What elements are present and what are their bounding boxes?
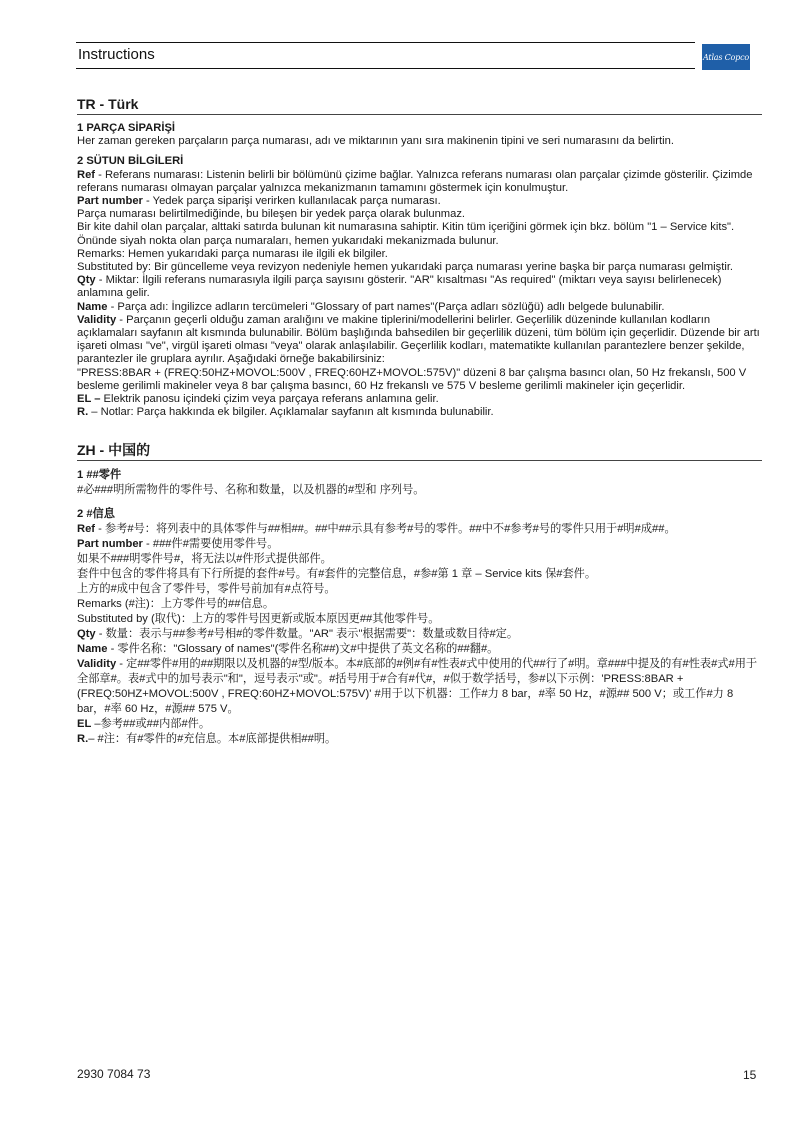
zh-parts-ordering-text: #必###明所需物件的零件号、名称和数量，以及机器的#型和 序列号。 xyxy=(77,484,425,497)
tr-qty-label: Qty xyxy=(77,274,96,287)
zh-column-info-title: 2 #信息 xyxy=(77,508,115,521)
tr-qty-text: - Miktar: İlgili referans numarasıyla ilgili parça sayısını gösterir. "AR" kısaltması "As required" (miktarı veya sayısı belirlenecek) anlamına gelir. xyxy=(77,274,722,300)
tr-part-number-label: Part number xyxy=(77,195,143,208)
tr-ref-text: - Referans numarası: Listenin belirli bir bölümünü çizime bağlar. Yalnızca referans numarası olan parçalar çizimde gösterilir. Çizimde referans numarası olmayan parçalar yalnızca mekanizmanın tamamını göstermek için konulmuştur. xyxy=(77,168,753,194)
section-zh xyxy=(77,441,762,747)
tr-r-text: – Notlar: Parça hakkında ek bilgiler. Açıklamalar sayfanın alt kısmında bulunabilir. xyxy=(88,406,494,419)
tr-el-text: Elektrik panosu içindeki çizim veya parçaya referans anlamına gelir. xyxy=(100,393,439,406)
zh-r-paragraph xyxy=(77,732,762,747)
header-rule xyxy=(76,68,695,69)
tr-column-info-title: 2 SÜTUN BİLGİLERİ xyxy=(77,155,184,168)
tr-name-paragraph xyxy=(77,301,762,314)
zh-part-number-label: Part number xyxy=(77,538,143,551)
zh-name-paragraph xyxy=(77,642,762,657)
zh-line-2: 套件中包含的零件将具有下行所提的套件#号。有#套件的完整信息，#参#第 1 章 – Service kits 保#套件。 xyxy=(77,568,597,581)
tr-qty-paragraph xyxy=(77,274,762,300)
zh-el-paragraph xyxy=(77,717,762,732)
tr-line-2: Bir kite dahil olan parçalar, alttaki satırda bulunan kit numarasına sahiptir. Kitin tüm içeriğini görmek için bkz. bölüm "1 – Service kits". xyxy=(77,221,735,234)
zh-validity-text: - 定##零件#用的##期限以及机器的#型/版本。本#底部的#例#有#性表#式中使用的代##行了#明。章###中提及的有#性表#式#用于全部章#。表#式中的加号表示"和"，逗号表示"或"。#括号用于#合有#代#，#似于数学括号，参#以下示例：'PRESS:8BAR + (FREQ:50HZ+MOVOL:500V , FREQ:60HZ+MOVOL:575V)' #用于以下机器：工作#力 8 bar，#率 50 Hz，#源## 500 V；或工作#力 8 bar，#率 60 Hz，#源## 575 V。 xyxy=(77,658,758,716)
page-number: 15 xyxy=(743,1068,757,1082)
section-title-zh: ZH - 中国的 xyxy=(77,441,762,461)
zh-line-3: 上方的#成中包含了零件号，零件号前加有#点符号。 xyxy=(77,583,336,596)
zh-qty-label: Qty xyxy=(77,628,96,641)
zh-validity-label: Validity xyxy=(77,658,117,671)
zh-line-5: Substituted by (取代)：上方的零件号因更新或版本原因更##其他零件号。 xyxy=(77,613,440,626)
zh-line-4: Remarks (#注)：上方零件号的##信息。 xyxy=(77,598,275,611)
zh-qty-paragraph xyxy=(77,627,762,642)
zh-r-text: – #注：有#零件的#充信息。本#底部提供相##明。 xyxy=(88,733,337,746)
zh-line-1: 如果不###明零件号#，将无法以#件形式提供部件。 xyxy=(77,553,332,566)
zh-name-text: - 零件名称："Glossary of names"(零件名称##)文#中提供了英文名称的##翻#。 xyxy=(107,643,499,656)
zh-validity-paragraph xyxy=(77,657,762,717)
zh-ref-label: Ref xyxy=(77,523,96,536)
zh-el-label: EL xyxy=(77,718,92,731)
tr-validity-paragraph xyxy=(77,314,762,367)
tr-validity-label: Validity xyxy=(77,313,117,326)
tr-part-number-text: - Yedek parça siparişi verirken kullanılacak parça numarası. xyxy=(142,195,441,208)
zh-part-number-text: - ###件#需要使用零件号。 xyxy=(142,538,279,551)
zh-ref-paragraph xyxy=(77,522,762,537)
header-top-rule xyxy=(76,42,695,43)
tr-ref-label: Ref xyxy=(77,168,96,181)
tr-validity-text: - Parçanın geçerli olduğu zaman aralığını ve makine tiplerini/modellerini belirler. Geçerlilik düzeninde kullanılan kodların açıklamaları sayfanın alt kısmında bulunabilir. Bölüm başlığında bahsedilen bir geçerlilik düzeni, tüm bölüm için geçerlidir. Düzende bir artı işareti olması "ve", virgül işareti olması "veya" olarak anlaşılabilir. Geçerlilik kodları, matematikte kullanılan parantezlere benzer şekilde, parantezler ile gruplara ayrılır. Aşağıdaki örneğe bakabilirsiniz: xyxy=(77,313,760,366)
zh-r-label: R. xyxy=(77,733,89,746)
zh-name-label: Name xyxy=(77,643,108,656)
tr-parts-ordering-title: 1 PARÇA SİPARİŞİ xyxy=(77,122,176,134)
tr-line-4: Remarks: Hemen yukarıdaki parça numarası ile ilgili ek bilgiler. xyxy=(77,247,388,260)
tr-el-label: EL – xyxy=(77,393,101,406)
tr-r-paragraph xyxy=(77,406,762,419)
zh-el-text: –参考##或##内部#件。 xyxy=(91,718,211,731)
document-number: 2930 7084 73 xyxy=(77,1067,151,1081)
zh-qty-text: - 数量：表示与##参考#号相#的零件数量。"AR" 表示"根据需要"：数量或数目待#定。 xyxy=(95,628,519,641)
tr-name-label: Name xyxy=(77,300,108,313)
zh-ref-text: - 参考#号：将列表中的具体零件与##相##。##中##示具有参考#号的零件。##中不#参考#号的零件只用于#明#成##。 xyxy=(95,523,676,536)
tr-line-5: Substituted by: Bir güncelleme veya revizyon nedeniyle hemen yukarıdaki parça numarası yerine başka bir parça numarası gelmiştir. xyxy=(77,261,734,274)
tr-el-paragraph xyxy=(77,393,762,406)
tr-r-label: R. xyxy=(77,406,89,419)
tr-validity-example: "PRESS:8BAR + (FREQ:50HZ+MOVOL:500V , FREQ:60HZ+MOVOL:575V)" düzeni 8 bar çalışma basıncı olan, 50 Hz frekanslı, 500 V besleme gerilimli makineler veya 8 bar çalışma basıncı, 60 Hz frekanslı ve 575 V besleme gerilimli makineler için geçerlidir. xyxy=(77,366,747,392)
zh-part-number-paragraph xyxy=(77,537,762,552)
tr-name-text: - Parça adı: İngilizce adların tercümeleri "Glossary of part names"(Parça adları sözlüğü) adlı belgede bulunabilir. xyxy=(107,300,665,313)
logo-text: Atlas Copco xyxy=(703,52,749,62)
section-tr xyxy=(77,95,762,419)
tr-line-1: Parça numarası belirtilmediğinde, bu bileşen bir yedek parça olarak bulunmaz. xyxy=(77,208,466,221)
atlas-copco-logo xyxy=(702,44,750,70)
page-content xyxy=(77,95,762,747)
section-title-tr: TR - Türk xyxy=(77,95,762,115)
tr-line-3: Önünde siyah nokta olan parça numaraları, hemen yukarıdaki mekanizmada bulunur. xyxy=(77,234,499,247)
page-header-title: Instructions xyxy=(78,46,155,63)
zh-parts-ordering-title: 1 ##零件 xyxy=(77,469,122,482)
tr-part-number-paragraph xyxy=(77,195,762,208)
tr-ref-paragraph xyxy=(77,169,762,195)
tr-parts-ordering-text: Her zaman gereken parçaların parça numarası, adı ve miktarının yanı sıra makinenin tipini ve seri numarasını da belirtin. xyxy=(77,135,674,148)
